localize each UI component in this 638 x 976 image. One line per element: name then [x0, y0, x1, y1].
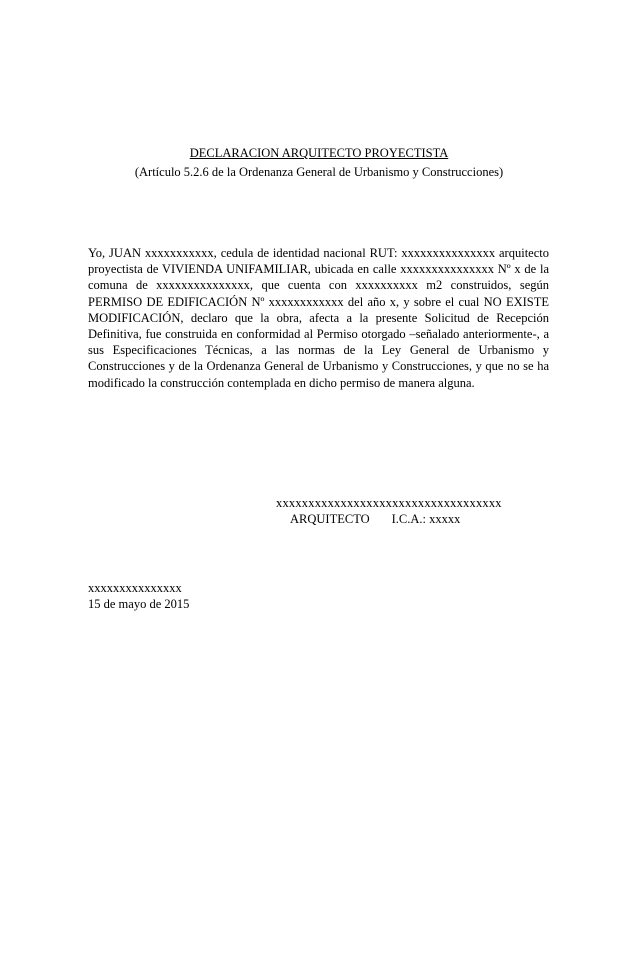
signature-name-line: xxxxxxxxxxxxxxxxxxxxxxxxxxxxxxxxxxx: [276, 496, 502, 510]
signature-role-line: [290, 511, 460, 527]
document-title: DECLARACION ARQUITECTO PROYECTISTA: [189, 146, 449, 160]
signature-ica: I.C.A.: xxxxx: [391, 512, 461, 526]
declaration-body: Yo, JUAN xxxxxxxxxxx, cedula de identidad nacional RUT: xxxxxxxxxxxxxxx arquitecto proyectista de VIVIENDA UNIFAMILIAR, ubicada en calle xxxxxxxxxxxxxxx Nº x de la comuna de xxxxxxxxxxxxxxx, que cuenta con xxxxxxxxxx m2 construidos, según PERMISO DE EDIFICACIÓN Nº xxxxxxxxxxxx del año x, y sobre el cual NO EXISTE MODIFICACIÓN, declaro que la obra, afecta a la presente Solicitud de Recepción Definitiva, fue construida en conformidad al Permiso otorgado –señalado anteriormente-, a sus Especificaciones Técnicas, a las normas de la Ley General de Urbanismo y Construcciones y de la Ordenanza General de Urbanismo y Construcciones, y que no se ha modificado la construcción contemplada en dicho permiso de manera alguna.: [88, 246, 549, 390]
signature-role: ARQUITECTO: [290, 512, 370, 526]
footer-name: xxxxxxxxxxxxxxx: [88, 581, 182, 595]
footer-date: 15 de mayo de 2015: [88, 597, 190, 611]
document-subtitle: (Artículo 5.2.6 de la Ordenanza General de Urbanismo y Construcciones): [134, 165, 504, 179]
